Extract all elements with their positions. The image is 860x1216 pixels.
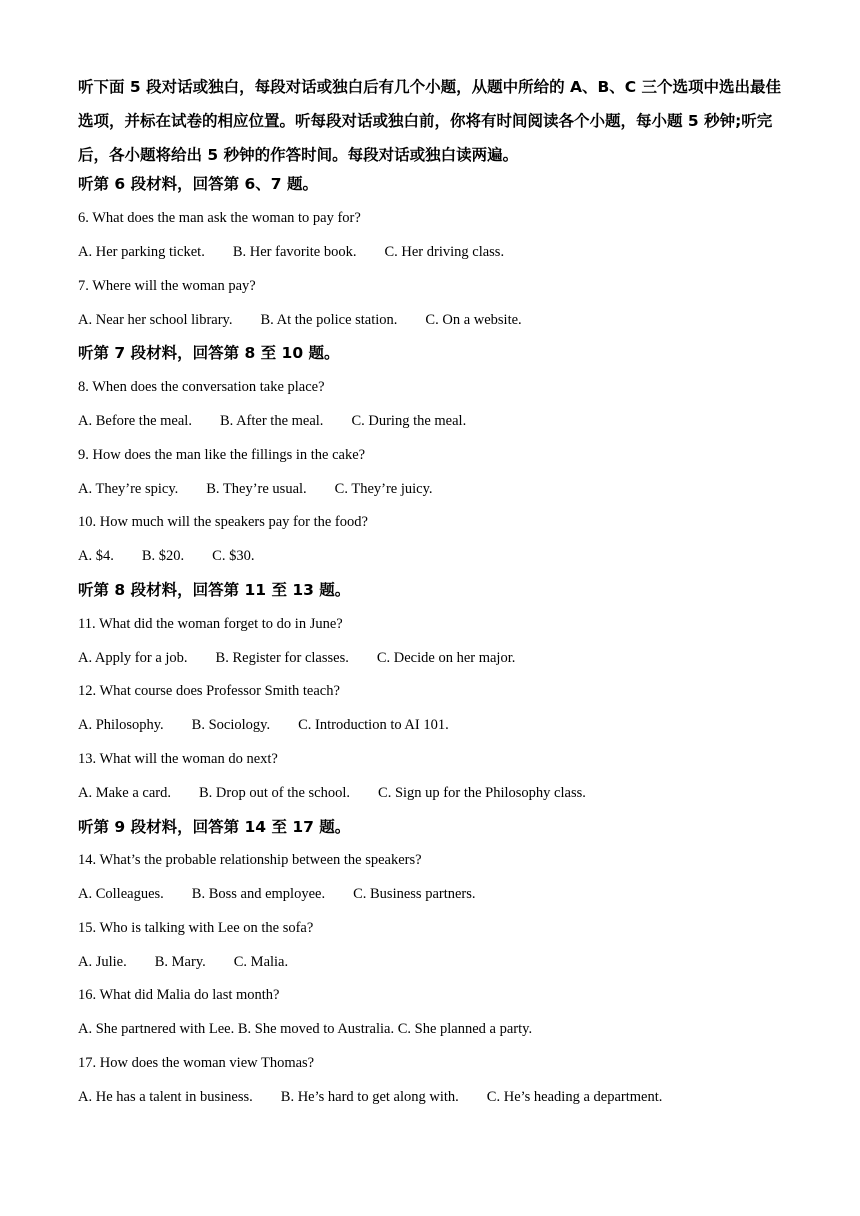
option-c: C. He’s heading a department.: [486, 1089, 663, 1105]
question-17: 17. How does the woman view Thomas?: [78, 1055, 315, 1071]
question-6: 6. What does the man ask the woman to pay for?: [78, 210, 361, 226]
section-heading-6: 听第 6 段材料，回答第 6、7 题。: [78, 175, 318, 193]
option-a: A. Before the meal.: [78, 413, 192, 429]
question-11-options: [78, 648, 515, 668]
option-c: C. Business partners.: [353, 886, 476, 902]
question-17-options: [78, 1087, 662, 1107]
option-b: B. Register for classes.: [215, 650, 349, 666]
section-heading-9: 听第 9 段材料，回答第 14 至 17 题。: [78, 818, 351, 836]
option-c: C. Introduction to AI 101.: [298, 717, 449, 733]
option-c: C. Her driving class.: [384, 244, 505, 260]
question-16-options: A. She partnered with Lee. B. She moved to Australia. C. She planned a party.: [78, 1021, 533, 1037]
instructions-paragraph: 听下面 5 段对话或独白，每段对话或独白后有几个小题，从题中所给的 A、B、C 三个选项中选出最佳选项，并标在试卷的相应位置。听每段对话或独白前，你将有时间阅读各个小题，每小题 5 秒钟;听完后，各小题将给出 5 秒钟的作答时间。每段对话或独白读两遍。: [78, 78, 782, 164]
question-12-options: [78, 715, 449, 735]
option-c: C. Decide on her major.: [376, 650, 516, 666]
option-a: A. He has a talent in business.: [78, 1089, 253, 1105]
question-12: 12. What course does Professor Smith teach?: [78, 683, 340, 699]
option-b: B. Boss and employee.: [191, 886, 326, 902]
section-heading-8: 听第 8 段材料，回答第 11 至 13 题。: [78, 581, 351, 599]
question-6-options: [78, 242, 504, 262]
option-b: B. Her favorite book.: [232, 244, 357, 260]
question-7-options: [78, 310, 522, 330]
question-15-options: [78, 952, 288, 972]
option-b: B. Mary.: [154, 954, 206, 970]
option-a: A. Her parking ticket.: [78, 244, 205, 260]
section-heading-7: 听第 7 段材料，回答第 8 至 10 题。: [78, 344, 340, 362]
option-b: B. Sociology.: [191, 717, 271, 733]
option-c: C. Sign up for the Philosophy class.: [378, 785, 586, 801]
option-a: A. Philosophy.: [78, 717, 164, 733]
option-b: B. They’re usual.: [206, 481, 307, 497]
question-7: 7. Where will the woman pay?: [78, 278, 256, 294]
question-9: 9. How does the man like the fillings in the cake?: [78, 447, 366, 463]
question-10-options: [78, 546, 254, 566]
option-b: B. He’s hard to get along with.: [280, 1089, 459, 1105]
option-a: A. Near her school library.: [78, 312, 233, 328]
option-b: B. After the meal.: [219, 413, 324, 429]
question-14-options: [78, 884, 476, 904]
question-13-options: [78, 783, 586, 803]
option-a: A. Make a card.: [78, 785, 171, 801]
question-9-options: [78, 479, 433, 499]
option-a: A. They’re spicy.: [78, 481, 179, 497]
option-a: A. Julie.: [78, 954, 127, 970]
option-a: A. Apply for a job.: [78, 650, 188, 666]
question-15: 15. Who is talking with Lee on the sofa?: [78, 920, 314, 936]
option-c: C. During the meal.: [351, 413, 467, 429]
question-14: 14. What’s the probable relationship between the speakers?: [78, 852, 422, 868]
question-8: 8. When does the conversation take place?: [78, 379, 325, 395]
question-8-options: [78, 411, 466, 431]
option-b: B. $20.: [141, 548, 185, 564]
option-c: C. $30.: [212, 548, 255, 564]
option-a: A. Colleagues.: [78, 886, 164, 902]
option-c: C. They’re juicy.: [334, 481, 433, 497]
option-b: B. At the police station.: [260, 312, 398, 328]
question-16: 16. What did Malia do last month?: [78, 987, 280, 1003]
option-c: C. Malia.: [233, 954, 289, 970]
question-13: 13. What will the woman do next?: [78, 751, 278, 767]
option-c: C. On a website.: [425, 312, 522, 328]
question-11: 11. What did the woman forget to do in June?: [78, 616, 343, 632]
question-10: 10. How much will the speakers pay for the food?: [78, 514, 368, 530]
option-a: A. $4.: [78, 548, 114, 564]
option-b: B. Drop out of the school.: [199, 785, 351, 801]
